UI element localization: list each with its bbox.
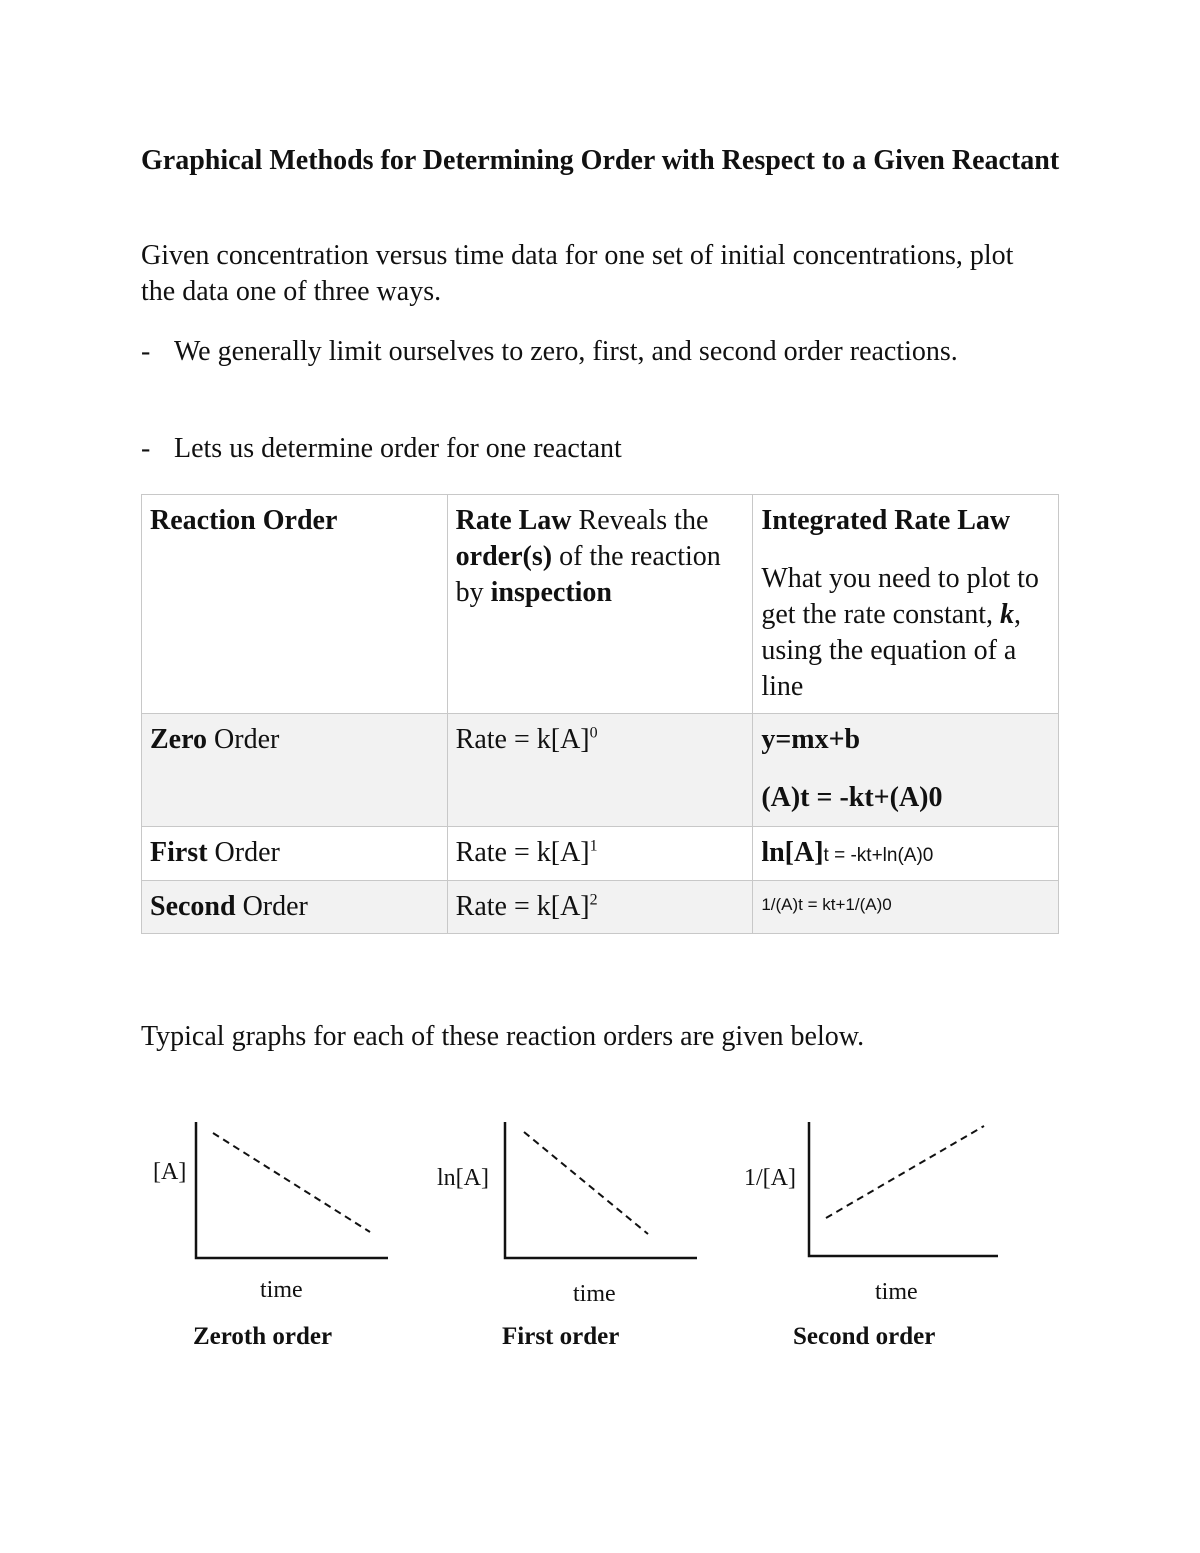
header-rate-law: Rate Law: [455, 505, 572, 536]
bullet-marker: -: [141, 336, 151, 367]
graph-y-label: ln[A]: [437, 1165, 489, 1191]
header-integrated-desc: , using the equation of a line: [761, 599, 1021, 702]
bullet-text: Lets us determine order for one reactant: [174, 433, 622, 464]
order-name: Second: [150, 891, 236, 922]
table-header-row: [142, 495, 1059, 714]
header-rate-law-text: of the reaction by: [455, 541, 721, 608]
header-cell-rate-law: [447, 495, 753, 714]
order-cell: [142, 881, 448, 934]
order-suffix: Order: [235, 891, 308, 922]
rate-law: Rate = k[A]: [455, 891, 590, 922]
order-cell: [142, 714, 448, 827]
reaction-order-table: [141, 494, 1059, 934]
graph-axes: [809, 1122, 998, 1256]
page-title: Graphical Methods for Determining Order with Respect to a Given Reactant: [141, 145, 1060, 176]
bullet-item: [141, 334, 1041, 370]
header-rate-law-text: Reveals the: [571, 505, 709, 536]
header-cell-integrated-rate-law: [753, 495, 1059, 714]
rate-exponent: 0: [589, 724, 598, 742]
rate-law-cell: [447, 881, 753, 934]
order-name: Zero: [150, 724, 208, 755]
order-suffix: Order: [207, 837, 280, 868]
header-k-symbol: k: [1000, 599, 1014, 630]
header-orders: order(s): [455, 541, 553, 572]
header-reaction-order: Reaction Order: [150, 505, 338, 536]
order-name: First: [150, 837, 208, 868]
graph-caption: First order: [502, 1323, 620, 1350]
integrated-law-cell: [753, 827, 1059, 881]
graph-trend-line: [826, 1126, 984, 1218]
graph-second-order: [809, 1122, 998, 1256]
graph-first-order: [505, 1122, 697, 1258]
graph-x-label: time: [573, 1281, 616, 1307]
graph-caption: Second order: [793, 1323, 936, 1350]
integrated-equation-lead: ln[A]: [761, 837, 824, 868]
header-integrated-desc: What you need to plot to get the rate constant,: [761, 563, 1039, 630]
order-cell: [142, 827, 448, 881]
intro-paragraph: Given concentration versus time data for one set of initial concentrations, plot the data one of three ways.: [141, 240, 1014, 307]
table-row: [142, 827, 1059, 881]
rate-law: Rate = k[A]: [455, 724, 590, 755]
graph-axes: [196, 1122, 388, 1258]
graph-x-label: time: [875, 1279, 918, 1305]
bullet-item: [141, 431, 1041, 467]
graph-zeroth-order: [196, 1122, 388, 1258]
graph-y-label: 1/[A]: [744, 1165, 796, 1191]
rate-exponent: 2: [589, 891, 598, 909]
table-row: [142, 881, 1059, 934]
typical-graphs-sentence: Typical graphs for each of these reaction orders are given below.: [141, 1021, 865, 1052]
graph-axes: [505, 1122, 697, 1258]
graph-trend-line: [524, 1132, 648, 1234]
graph-caption: Zeroth order: [193, 1323, 333, 1350]
graph-y-label: [A]: [153, 1159, 187, 1185]
rate-law-cell: [447, 714, 753, 827]
rate-law: Rate = k[A]: [455, 837, 590, 868]
rate-law-cell: [447, 827, 753, 881]
bullet-text: We generally limit ourselves to zero, first, and second order reactions.: [174, 336, 958, 367]
integrated-law-cell: [753, 881, 1059, 934]
header-integrated-rate-law: Integrated Rate Law: [761, 505, 1011, 536]
order-graphs: [0, 1100, 1200, 1380]
bullet-marker: -: [141, 433, 151, 464]
integrated-law-cell: [753, 714, 1059, 827]
header-cell-reaction-order: [142, 495, 448, 714]
rate-exponent: 1: [589, 837, 598, 855]
graph-trend-line: [213, 1133, 370, 1232]
graph-x-label: time: [260, 1277, 303, 1303]
integrated-equation: (A)t = -kt+(A)0: [761, 782, 943, 813]
integrated-equation-rest: t = -kt+ln(A)0: [823, 845, 934, 866]
table-row: [142, 714, 1059, 827]
integrated-equation: 1/(A)t = kt+1/(A)0: [761, 895, 892, 914]
line-equation: y=mx+b: [761, 724, 861, 755]
header-inspection: inspection: [490, 577, 613, 608]
order-suffix: Order: [207, 724, 280, 755]
